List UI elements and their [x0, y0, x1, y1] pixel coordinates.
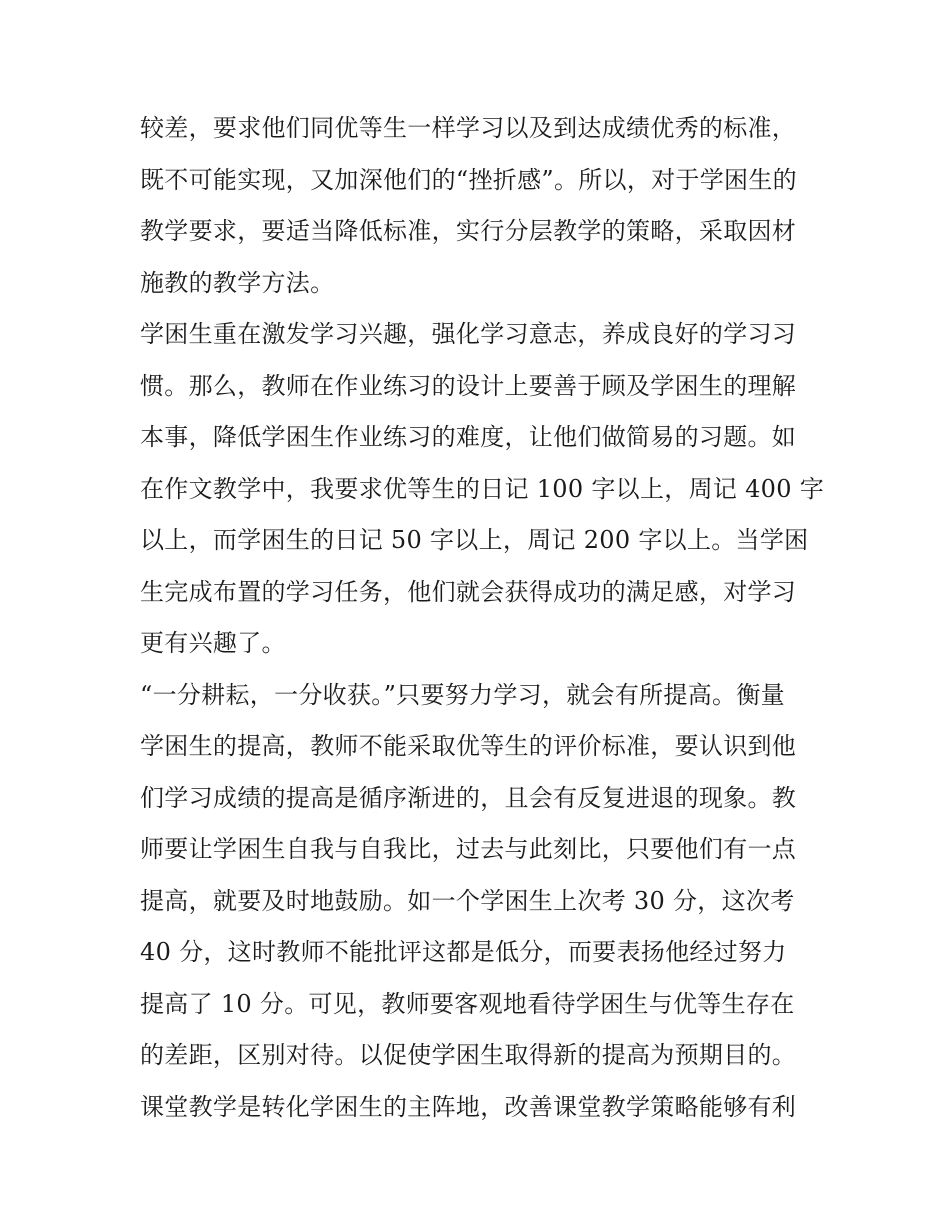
text-line: 课堂教学是转化学困生的主阵地，改善课堂教学策略能够有利 — [140, 1092, 797, 1121]
text-line: 提高，就要及时地鼓励。如一个学困生上次考 30 分，这次考 — [140, 886, 795, 915]
text-line: “一分耕耘，一分收获。”只要努力学习，就会有所提高。衡量 — [140, 680, 785, 709]
text-line: 本事，降低学困生作业练习的难度，让他们做简易的习题。如 — [140, 423, 797, 451]
text-line: 学困生的提高，教师不能采取优等生的评价标准，要认识到他 — [140, 732, 797, 760]
text-line: 较差，要求他们同优等生一样学习以及到达成绩优秀的标准， — [140, 114, 797, 142]
text-line: 既不可能实现，又加深他们的“挫折感”。所以，对于学困生的 — [140, 165, 797, 194]
text-line: 40 分，这时教师不能批评这都是低分，而要表扬他经过努力 — [140, 938, 787, 966]
body-text — [140, 103, 825, 1133]
text-line: 教学要求，要适当降低标准，实行分层教学的策略，采取因材 — [140, 217, 797, 245]
text-line: 以上，而学困生的日记 50 字以上，周记 200 字以上。当学困 — [140, 526, 809, 554]
text-line: 师要让学困生自我与自我比，过去与此刻比，只要他们有一点 — [140, 835, 797, 863]
text-line: 更有兴趣了。 — [140, 629, 286, 657]
text-line: 施教的教学方法。 — [140, 268, 335, 297]
text-line: 在作文教学中，我要求优等生的日记 100 字以上，周记 400 字 — [140, 474, 825, 503]
text-line: 们学习成绩的提高是循序渐进的，且会有反复进退的现象。教 — [140, 783, 797, 812]
text-line: 生完成布置的学习任务，他们就会获得成功的满足感，对学习 — [140, 577, 797, 606]
text-line: 的差距，区别对待。以促使学困生取得新的提高为预期目的。 — [140, 1041, 797, 1069]
text-line: 学困生重在激发学习兴趣，强化学习意志，养成良好的学习习 — [140, 320, 797, 348]
text-line: 提高了 10 分。可见，教师要客观地看待学困生与优等生存在 — [140, 989, 795, 1018]
text-line: 惯。那么，教师在作业练习的设计上要善于顾及学困生的理解 — [140, 371, 797, 400]
